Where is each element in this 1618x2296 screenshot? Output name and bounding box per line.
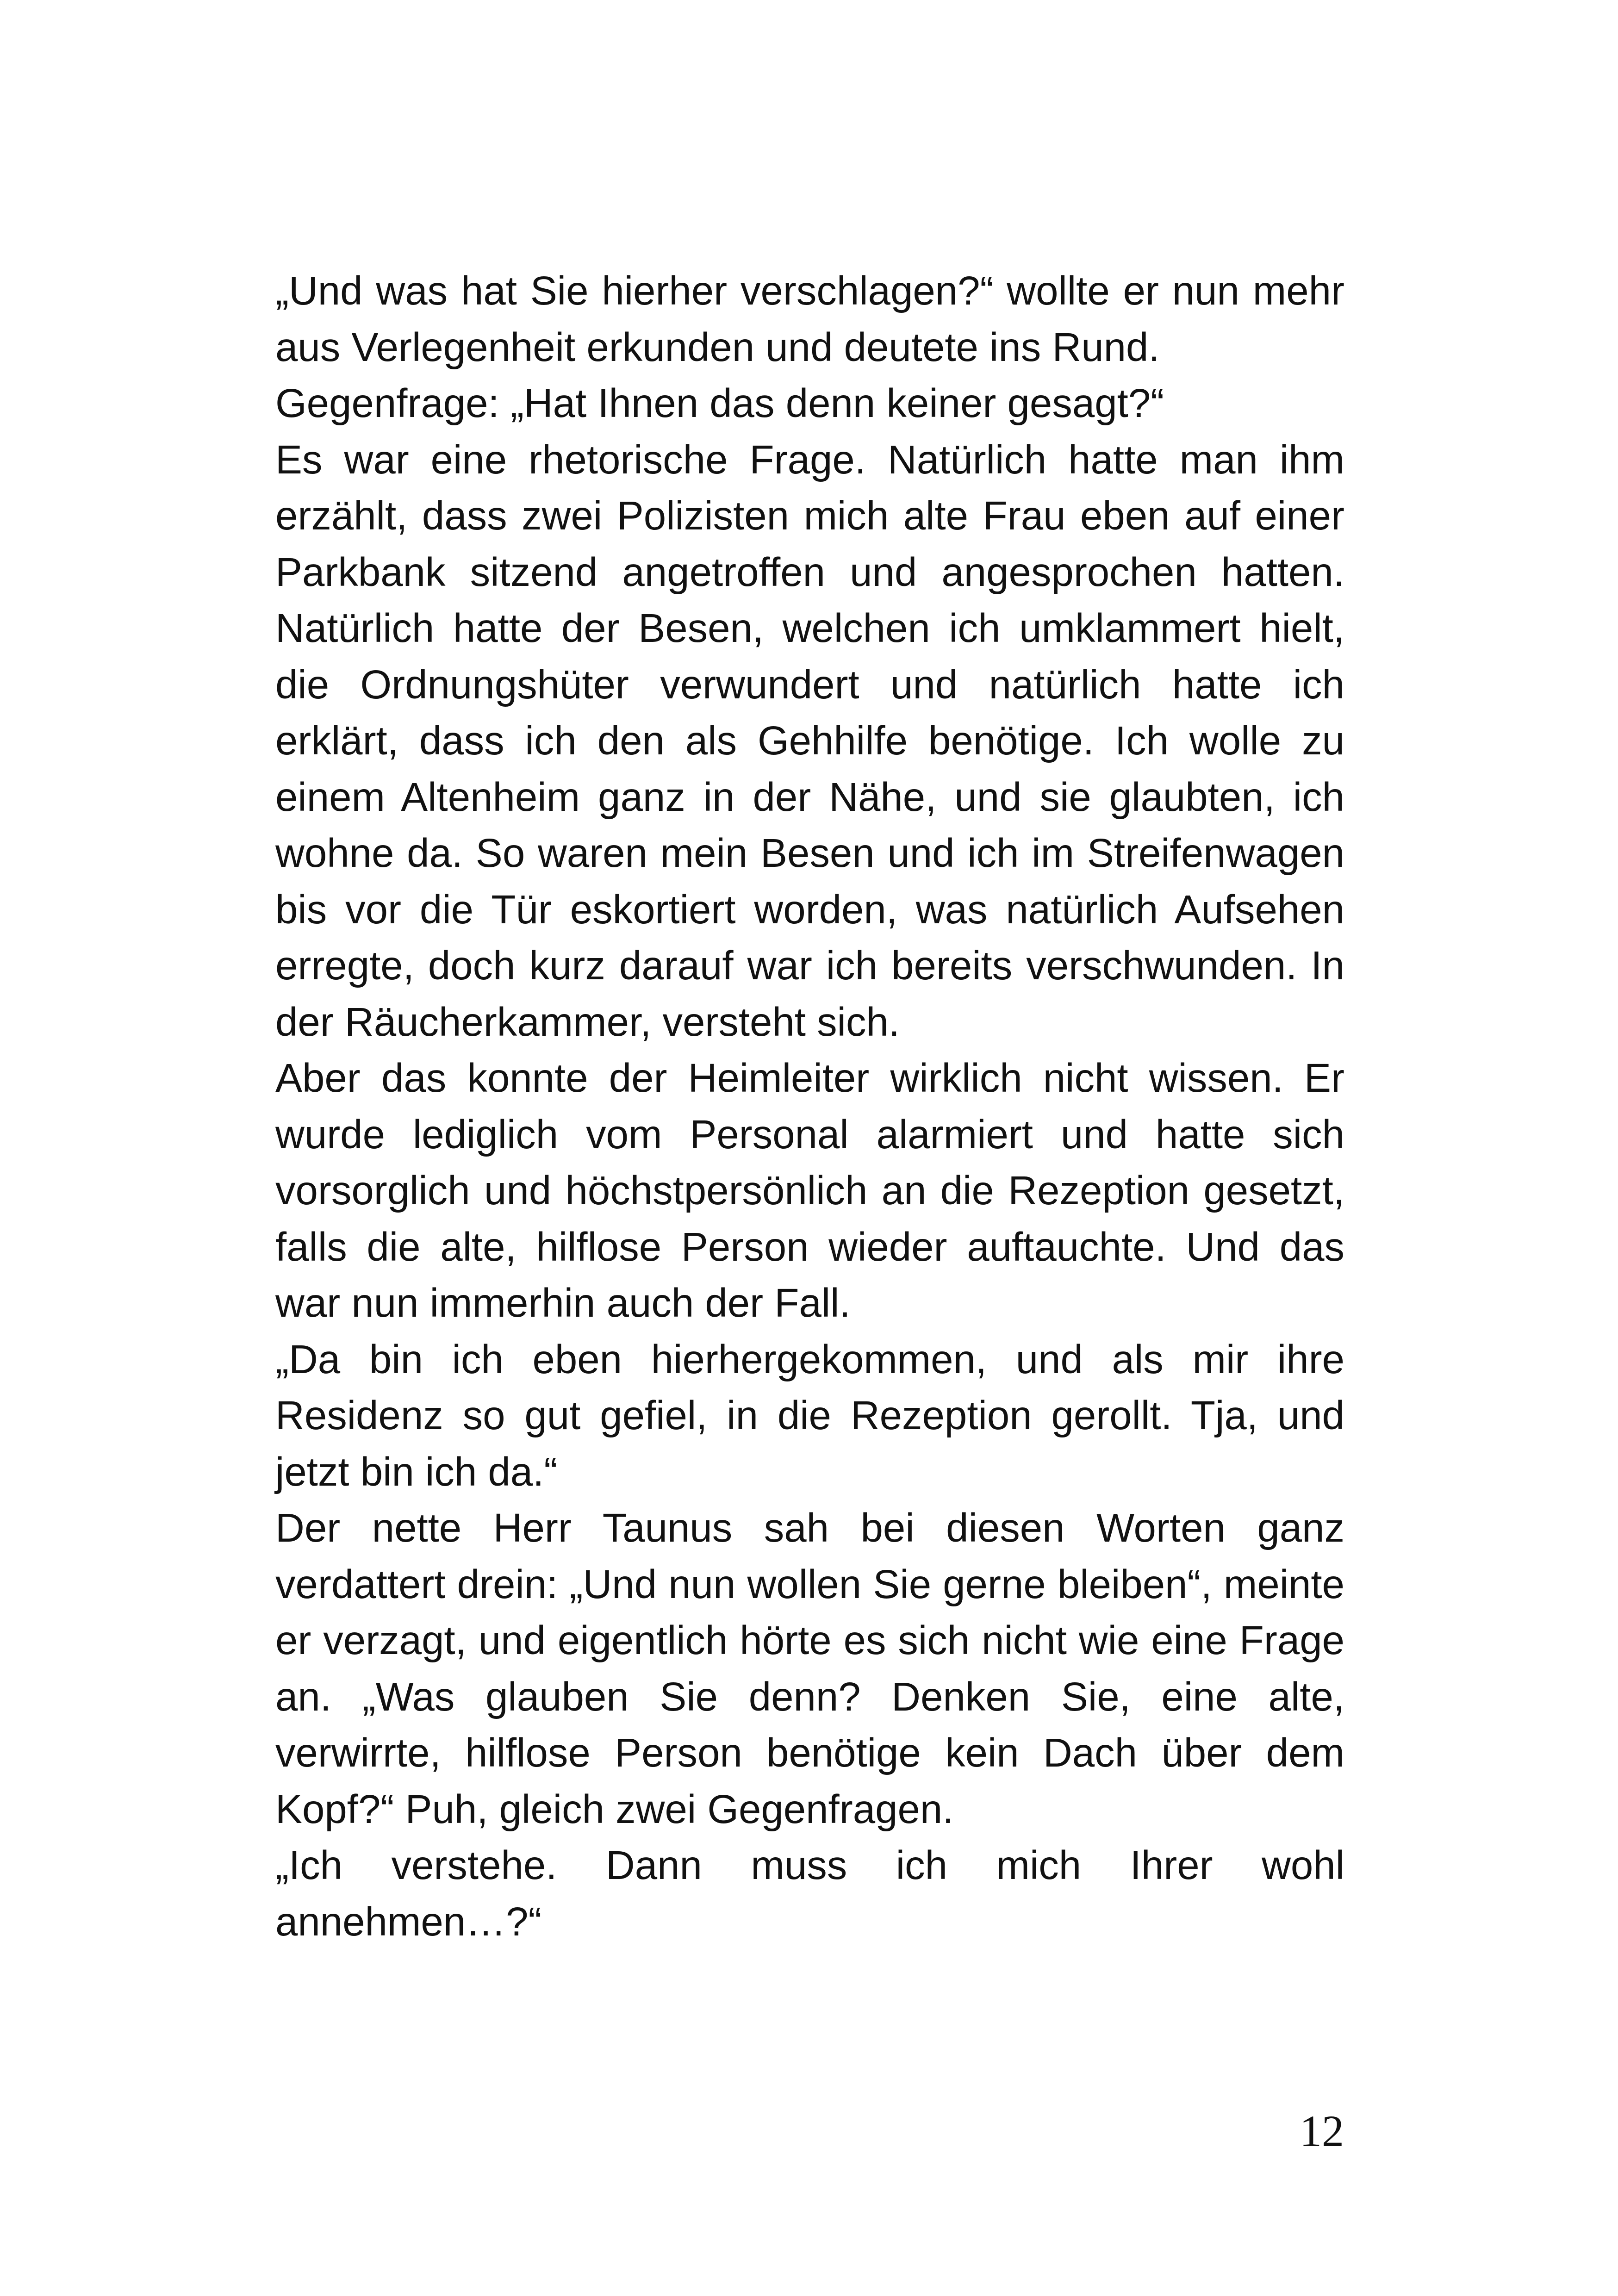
paragraph-4: Aber das konnte der Heimleiter wirklich nicht wissen. Er wurde lediglich vom Personal alarmiert und hatte sich vorsorglich und höchstpersönlich an die Rezeption gesetzt, falls die alte, hilflose Person wieder auftauchte. Und das war nun immerhin auch der Fall. — [275, 1056, 1344, 1325]
body-text — [275, 263, 1344, 1950]
paragraph-2: Gegenfrage: „Hat Ihnen das denn keiner gesagt?“ — [275, 381, 1164, 426]
paragraph-3: Es war eine rhetorische Frage. Natürlich hatte man ihm erzählt, dass zwei Polizisten mich alte Frau eben auf einer Parkbank sitzend angetroffen und angesprochen hatten. Natürlich hatte der Besen, welchen ich umklammert hielt, die Ordnungshüter verwundert und natürlich hatte ich erklärt, dass ich den als Gehhilfe benötige. Ich wolle zu einem Altenheim ganz in der Nähe, und sie glaubten, ich wohne da. So waren mein Besen und ich im Streifenwagen bis vor die Tür eskortiert worden, was natürlich Aufsehen erregte, doch kurz darauf war ich bereits verschwunden. In der Räucherkammer, versteht sich. — [275, 437, 1344, 1045]
paragraph-6: Der nette Herr Taunus sah bei diesen Worten ganz verdattert drein: „Und nun wollen Sie gerne bleiben“, meinte er verzagt, und eigentlich hörte es sich nicht wie eine Frage an. „Was glauben Sie denn? Denken Sie, eine alte, verwirrte, hilflose Person benötige kein Dach über dem Kopf?“ Puh, gleich zwei Gegenfragen. — [275, 1506, 1344, 1832]
paragraph-1: „Und was hat Sie hierher verschlagen?“ wollte er nun mehr aus Verlegenheit erkunden und deutete ins Rund. — [275, 268, 1344, 370]
paragraph-7: „Ich verstehe. Dann muss ich mich Ihrer wohl annehmen…?“ — [275, 1843, 1344, 1944]
paragraph-5: „Da bin ich eben hierhergekommen, und als mir ihre Residenz so gut gefiel, in die Rezeption gerollt. Tja, und jetzt bin ich da.“ — [275, 1337, 1344, 1494]
page-number: 12 — [1300, 2106, 1344, 2156]
